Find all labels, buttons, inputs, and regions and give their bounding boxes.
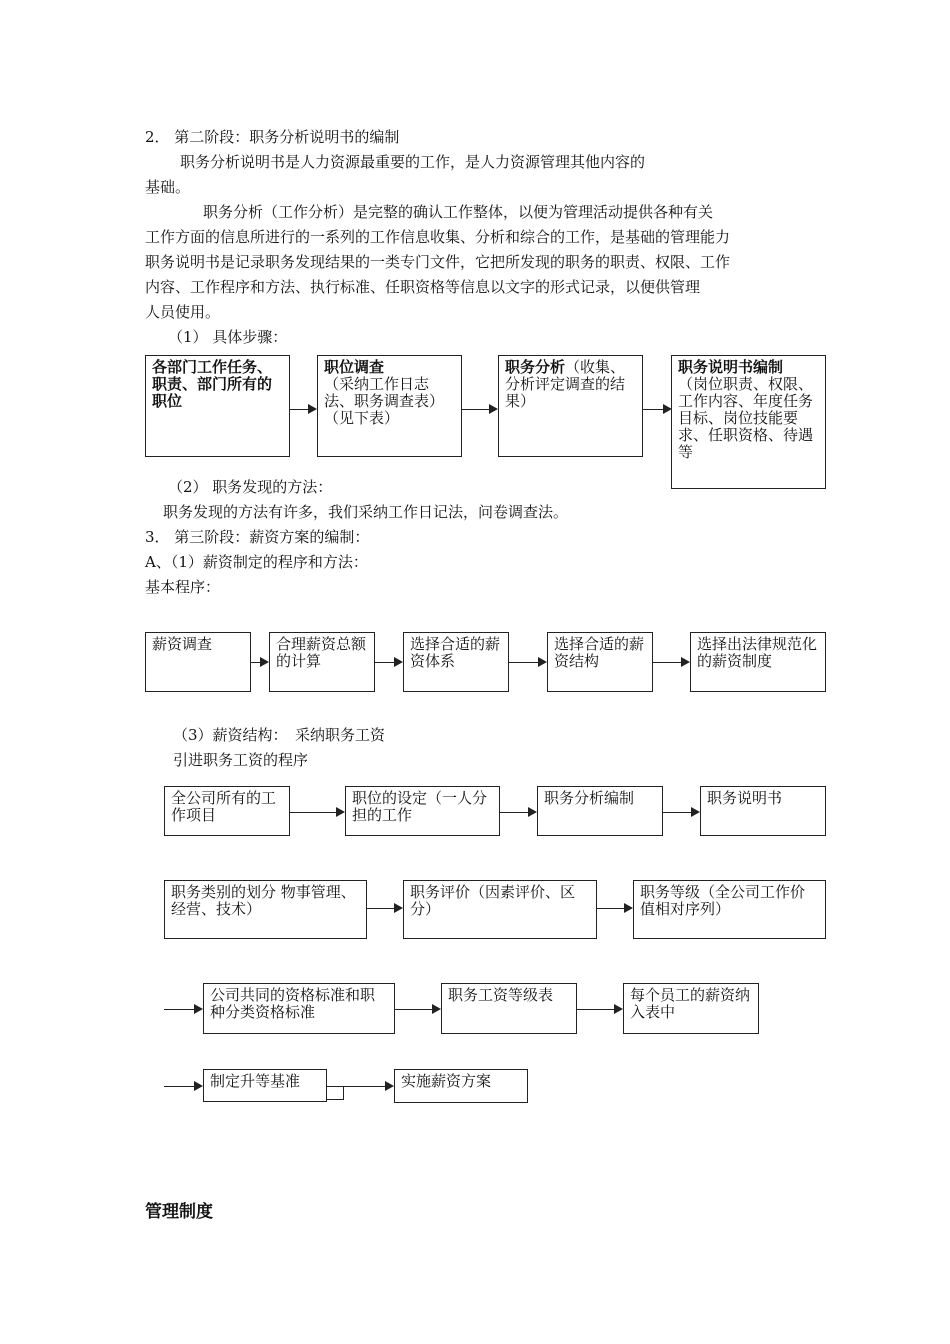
flow2-box: 选择合适的薪资体系	[403, 632, 509, 692]
flow3-box: 职务工资等级表	[441, 983, 577, 1034]
stage2-p1-line2: 基础。	[145, 178, 191, 196]
intro-label: 引进职务工资的程序	[173, 751, 309, 769]
flow3-box: 职务说明书	[700, 786, 826, 836]
flow2-arrow	[375, 662, 401, 663]
footer-heading: 管理制度	[145, 1202, 213, 1222]
flow1-box-title: 各部门工作任务、职责、部门所有的职位	[152, 358, 273, 410]
flow3-arrow	[663, 812, 698, 813]
flow1-box-title: 职务分析	[505, 358, 566, 376]
stage2-title: 2． 第二阶段：职务分析说明书的编制	[145, 128, 400, 146]
flow3-arrow	[290, 812, 343, 813]
flow2-box: 选择合适的薪资结构	[547, 632, 653, 692]
flow1-box-title: 职位调查	[324, 358, 385, 376]
flow3-box: 职务分析编制	[537, 786, 663, 836]
method-label: （2） 职务发现的方法：	[168, 478, 333, 496]
flow1-arrow	[290, 409, 315, 410]
stage2-p2-line3: 职务说明书是记录职务发现结果的一类专门文件，它把所发现的职务的职责、权限、工作	[145, 253, 731, 271]
connector-bracket	[327, 1086, 344, 1100]
flow2-box: 薪资调查	[145, 632, 251, 692]
flow3-box: 公司共同的资格标准和职种分类资格标准	[203, 983, 395, 1034]
structure-label: （3）薪资结构：	[173, 726, 288, 744]
flow3-box: 每个员工的薪资纳入表中	[623, 983, 759, 1034]
flow3-box: 职务等级（全公司工作价值相对序列）	[633, 880, 826, 939]
flow2-box: 合理薪资总额的计算	[269, 632, 375, 692]
flow3-arrow	[344, 1086, 392, 1087]
flow3-box: 职位的设定（一人分担的工作	[345, 786, 500, 836]
flow3-box: 全公司所有的工作项目	[164, 786, 290, 836]
flow2-arrow	[653, 662, 688, 663]
flow3-arrow	[164, 1086, 201, 1087]
stage2-p2-line4: 内容、工作程序和方法、执行标准、任职资格等信息以文字的形式记录，以便供管理	[145, 278, 701, 296]
flow1-arrow	[643, 409, 670, 410]
flow3-arrow	[500, 812, 535, 813]
flow1-box-body: （收集、分析评定调查的结果）	[505, 358, 626, 410]
flow1-box-job-description	[671, 355, 826, 489]
stage2-p2-line1: 职务分析（工作分析）是完整的确认工作整体，以便为管理活动提供各种有关	[203, 203, 714, 221]
stage2-p1-line1: 职务分析说明书是人力资源最重要的工作，是人力资源管理其他内容的	[180, 153, 646, 171]
flow1-box-body: （岗位职责、权限、工作内容、年度任务目标、岗位技能要求、任职资格、待遇等	[678, 375, 814, 461]
flow1-arrow	[462, 409, 496, 410]
flow3-arrow	[164, 1009, 201, 1010]
flow3-box: 职务评价（因素评价、区分）	[403, 880, 597, 939]
steps-label: （1） 具体步骤：	[168, 328, 288, 346]
stage3-title: 3． 第三阶段：薪资方案的编制：	[145, 528, 370, 546]
flow3-box: 实施薪资方案	[394, 1069, 528, 1103]
flow3-box: 职务类别的划分 物事管理、经营、技术）	[164, 880, 367, 939]
basic-label: 基本程序：	[145, 578, 221, 596]
flow1-box-position-survey	[317, 355, 462, 457]
structure-value: 采纳职务工资	[295, 726, 386, 744]
stage3-sub-a: A、（1）薪资制定的程序和方法：	[145, 553, 368, 571]
flow3-arrow	[367, 908, 401, 909]
flow1-box-title: 职务说明书编制	[678, 358, 784, 376]
flow2-box: 选择出法律规范化的薪资制度	[690, 632, 826, 692]
stage2-p2-line5: 人员使用。	[145, 303, 221, 321]
stage2-p2-line2: 工作方面的信息所进行的一系列的工作信息收集、分析和综合的工作，是基础的管理能力	[145, 228, 731, 246]
flow2-arrow	[251, 662, 267, 663]
method-text: 职务发现的方法有许多，我们采纳工作日记法，问卷调查法。	[163, 503, 569, 521]
flow1-box-body: （采纳工作日志法、职务调查表）（见下表）	[324, 375, 445, 427]
flow2-arrow	[509, 662, 545, 663]
flow1-box-job-analysis	[498, 355, 643, 457]
flow3-arrow	[395, 1009, 439, 1010]
flow3-arrow	[597, 908, 631, 909]
flow3-arrow	[577, 1009, 621, 1010]
flow1-box-departments	[145, 355, 290, 457]
flow3-box: 制定升等基准	[203, 1069, 327, 1102]
